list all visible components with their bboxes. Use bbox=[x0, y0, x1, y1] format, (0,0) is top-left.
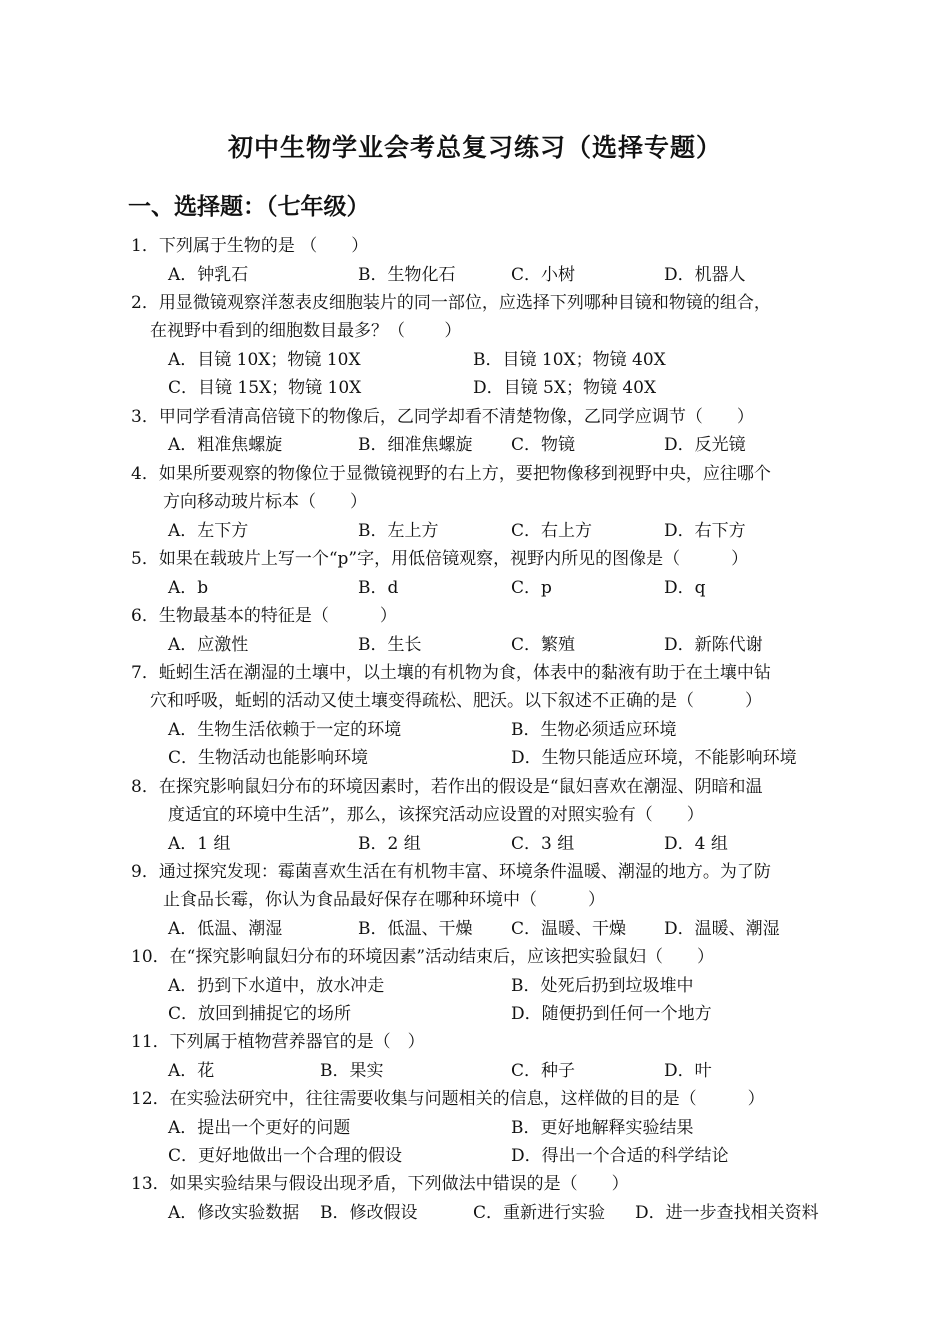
option-d: D．生物只能适应环境，不能影响环境 bbox=[511, 748, 797, 768]
question-text: 8．在探究影响鼠妇分布的环境因素时，若作出的假设是“鼠妇喜欢在潮湿、阴暗和温 bbox=[131, 777, 763, 797]
question-text: 12．在实验法研究中，往往需要收集与问题相关的信息，这样做的目的是（ ） bbox=[131, 1089, 765, 1109]
option-b: B．处死后扔到垃圾堆中 bbox=[511, 976, 694, 996]
option-d: D．得出一个合适的科学结论 bbox=[511, 1146, 729, 1166]
page-title: 初中生物学业会考总复习练习（选择专题） bbox=[227, 133, 722, 162]
option-a: A．1 组 bbox=[168, 834, 231, 854]
option-b: B．细准焦螺旋 bbox=[358, 435, 473, 455]
option-d: D．温暖、潮湿 bbox=[664, 919, 780, 939]
option-a: A．左下方 bbox=[168, 521, 249, 541]
option-b: B．更好地解释实验结果 bbox=[511, 1118, 694, 1138]
option-d: D．新陈代谢 bbox=[664, 635, 763, 655]
option-d: D．q bbox=[664, 578, 706, 598]
question-text: 方向移动玻片标本（ ） bbox=[163, 492, 367, 512]
option-c: C．重新进行实验 bbox=[473, 1203, 606, 1223]
option-c: C．小树 bbox=[511, 265, 576, 285]
option-b: B．低温、干燥 bbox=[358, 919, 473, 939]
question-text: 止食品长霉，你认为食品最好保存在哪种环境中（ ） bbox=[163, 890, 605, 910]
option-b: B．d bbox=[358, 578, 399, 598]
question-text: 度适宜的环境中生活”，那么，该探究活动应设置的对照实验有（ ） bbox=[168, 805, 704, 825]
option-c: C．右上方 bbox=[511, 521, 593, 541]
question-text: 9．通过探究发现：霉菌喜欢生活在有机物丰富、环境条件温暖、潮湿的地方。为了防 bbox=[131, 862, 771, 882]
option-a: A．扔到下水道中，放水冲走 bbox=[168, 976, 385, 996]
question-text: 6．生物最基本的特征是（ ） bbox=[131, 606, 397, 626]
option-d: D．进一步查找相关资料 bbox=[635, 1203, 819, 1223]
option-a: A．应激性 bbox=[168, 635, 249, 655]
question-text: 2．用显微镜观察洋葱表皮细胞装片的同一部位，应选择下列哪种目镜和物镜的组合， bbox=[131, 293, 771, 313]
question-text: 4．如果所要观察的物像位于显微镜视野的右上方，要把物像移到视野中央，应往哪个 bbox=[131, 464, 771, 484]
option-c: C．更好地做出一个合理的假设 bbox=[168, 1146, 403, 1166]
option-d: D．机器人 bbox=[664, 265, 746, 285]
option-c: C．3 组 bbox=[511, 834, 575, 854]
question-text: 11．下列属于植物营养器官的是（ ） bbox=[131, 1032, 425, 1052]
option-c: C．生物活动也能影响环境 bbox=[168, 748, 369, 768]
option-a: A．粗准焦螺旋 bbox=[168, 435, 283, 455]
option-c: C．物镜 bbox=[511, 435, 576, 455]
option-c: C．p bbox=[511, 578, 552, 598]
option-d: D．右下方 bbox=[664, 521, 746, 541]
option-c: C．繁殖 bbox=[511, 635, 576, 655]
question-text: 5．如果在载玻片上写一个“p”字，用低倍镜观察，视野内所见的图像是（ ） bbox=[131, 549, 749, 569]
option-b: B．目镜 10X；物镜 40X bbox=[473, 350, 666, 370]
question-text: 在视野中看到的细胞数目最多？（ ） bbox=[150, 321, 462, 341]
option-a: A．低温、潮湿 bbox=[168, 919, 283, 939]
option-d: D．4 组 bbox=[664, 834, 728, 854]
option-b: B．修改假设 bbox=[320, 1203, 418, 1223]
option-d: D．目镜 5X；物镜 40X bbox=[473, 378, 657, 398]
question-text: 10．在“探究影响鼠妇分布的环境因素”活动结束后，应该把实验鼠妇（ ） bbox=[131, 947, 715, 967]
option-a: A．目镜 10X；物镜 10X bbox=[168, 350, 361, 370]
option-b: B．左上方 bbox=[358, 521, 439, 541]
question-text: 13．如果实验结果与假设出现矛盾，下列做法中错误的是（ ） bbox=[131, 1174, 629, 1194]
option-a: A．b bbox=[168, 578, 209, 598]
option-a: A．提出一个更好的问题 bbox=[168, 1118, 351, 1138]
question-text: 1．下列属于生物的是 （ ） bbox=[131, 236, 369, 256]
option-c: C．温暖、干燥 bbox=[511, 919, 627, 939]
option-a: A．花 bbox=[168, 1061, 215, 1081]
option-c: C．种子 bbox=[511, 1061, 576, 1081]
option-d: D．反光镜 bbox=[664, 435, 746, 455]
option-d: D．叶 bbox=[664, 1061, 712, 1081]
option-a: A．生物生活依赖于一定的环境 bbox=[168, 720, 402, 740]
option-b: B．生长 bbox=[358, 635, 422, 655]
option-c: C．目镜 15X；物镜 10X bbox=[168, 378, 362, 398]
option-b: B．生物必须适应环境 bbox=[511, 720, 677, 740]
section-heading: 一、选择题：（七年级） bbox=[128, 193, 370, 220]
option-a: A．修改实验数据 bbox=[168, 1203, 300, 1223]
option-b: B．生物化石 bbox=[358, 265, 456, 285]
option-b: B．果实 bbox=[320, 1061, 384, 1081]
question-text: 穴和呼吸，蚯蚓的活动又使土壤变得疏松、肥沃。以下叙述不正确的是（ ） bbox=[150, 691, 762, 711]
question-text: 3．甲同学看清高倍镜下的物像后，乙同学却看不清楚物像，乙同学应调节（ ） bbox=[131, 407, 754, 427]
option-b: B．2 组 bbox=[358, 834, 421, 854]
option-a: A．钟乳石 bbox=[168, 265, 249, 285]
option-c: C．放回到捕捉它的场所 bbox=[168, 1004, 352, 1024]
option-d: D．随便扔到任何一个地方 bbox=[511, 1004, 712, 1024]
question-text: 7．蚯蚓生活在潮湿的土壤中，以土壤的有机物为食，体表中的黏液有助于在土壤中钻 bbox=[131, 663, 771, 683]
